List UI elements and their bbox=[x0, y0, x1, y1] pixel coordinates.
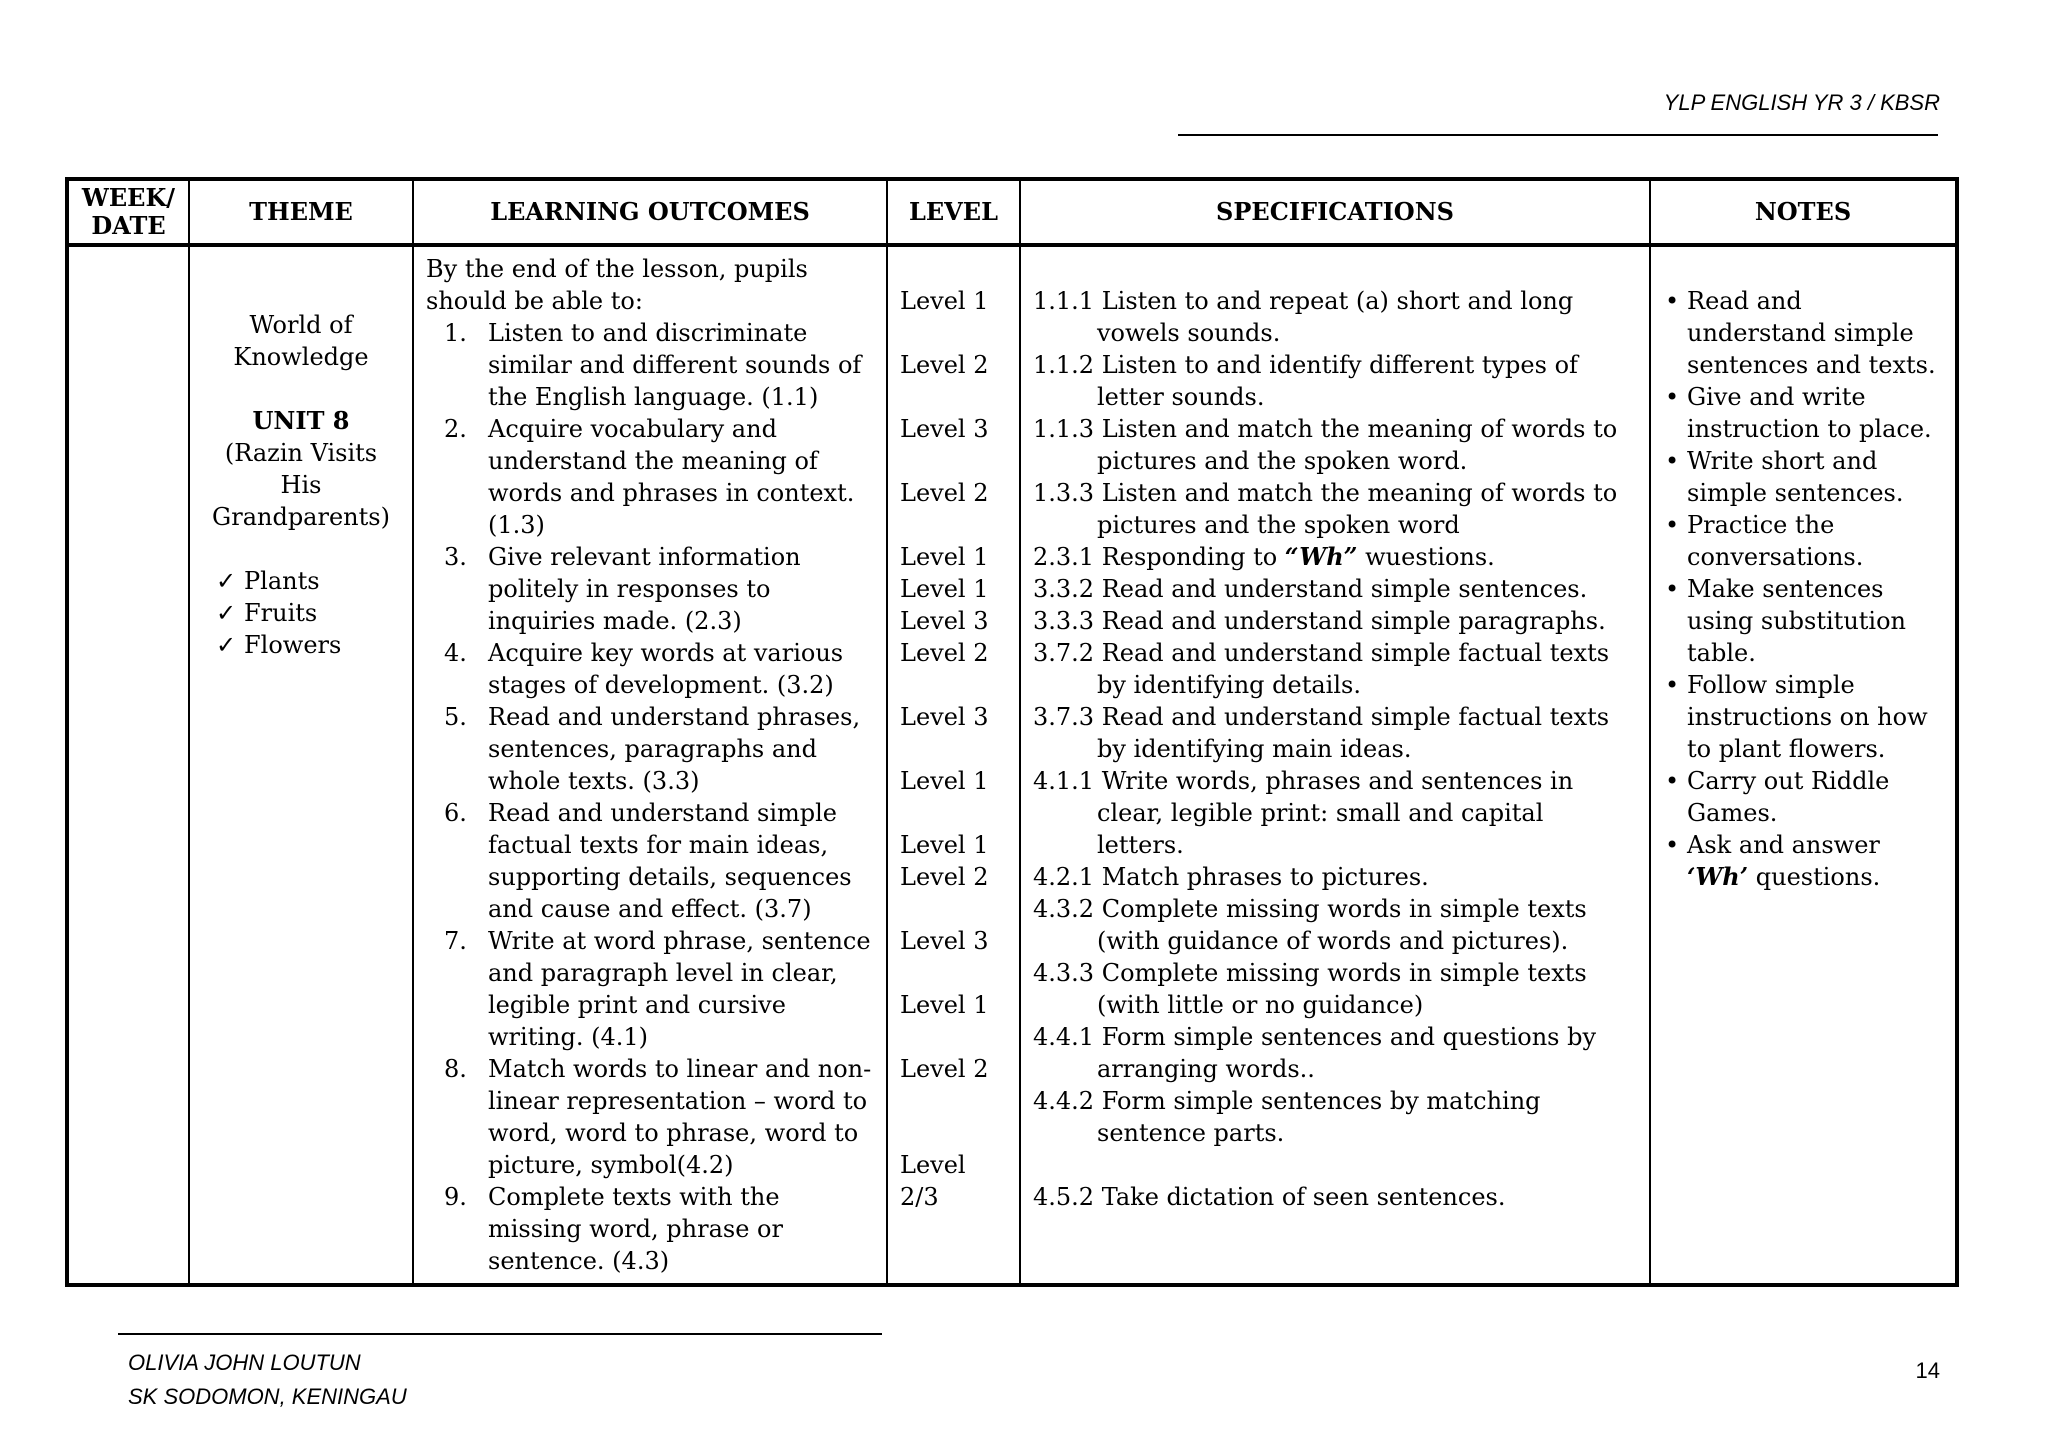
note-item: • Follow simple instructions on how to plant flowers. bbox=[1663, 669, 1943, 765]
level-label: Level 1 bbox=[900, 575, 989, 603]
spec-item: 4.3.2 Complete missing words in simple texts (with guidance of words and pictures). bbox=[1033, 895, 1587, 955]
level-label: Level 3 bbox=[900, 607, 989, 635]
author-name: OLIVIA JOHN LOUTUN bbox=[128, 1350, 361, 1375]
outcome-item: 9. Complete texts with the missing word, phrase or sentence. (4.3) bbox=[444, 1183, 783, 1275]
spec-item: 3.7.2 Read and understand simple factual texts by identifying details. bbox=[1033, 639, 1610, 699]
note-item: • Ask and answer ‘Wh’ questions. bbox=[1663, 829, 1943, 893]
spec-item: 4.3.3 Complete missing words in simple texts (with little or no guidance) bbox=[1033, 959, 1587, 1019]
level-label: Level 1 bbox=[900, 991, 989, 1019]
column-header-notes: NOTES bbox=[1650, 179, 1957, 245]
lesson-plan-table bbox=[65, 177, 1959, 1287]
column-header-level: LEVEL bbox=[887, 179, 1020, 245]
outcome-item: 7. Write at word phrase, sentence and paragraph level in clear, legible print and cursive writing. (4.1) bbox=[444, 927, 871, 1051]
unit-number: UNIT 8 bbox=[252, 406, 350, 435]
column-header-learning-outcomes: LEARNING OUTCOMES bbox=[413, 179, 887, 245]
spec-item: 2.3.1 Responding to “Wh” wuestions. bbox=[1033, 542, 1495, 571]
note-item: • Make sentences using substitution table. bbox=[1663, 573, 1943, 669]
theme-cell bbox=[189, 245, 413, 1285]
outcome-item: 4. Acquire key words at various stages of development. (3.2) bbox=[444, 639, 844, 699]
level-label: Level bbox=[900, 1151, 966, 1179]
outcomes-intro: By the end of the lesson, pupils should be able to: bbox=[426, 255, 808, 315]
note-item: • Carry out Riddle Games. bbox=[1663, 765, 1943, 829]
outcome-item: 5. Read and understand phrases, sentences, paragraphs and whole texts. (3.3) bbox=[444, 703, 861, 795]
level-label: Level 3 bbox=[900, 415, 989, 443]
spec-item: 3.3.2 Read and understand simple sentences. bbox=[1033, 575, 1588, 603]
spec-item: 1.1.1 Listen to and repeat (a) short and long vowels sounds. bbox=[1033, 287, 1574, 347]
footer-rule bbox=[118, 1333, 882, 1335]
outcomes-list bbox=[426, 317, 874, 1277]
level-label: Level 1 bbox=[900, 287, 989, 315]
specifications-cell bbox=[1020, 245, 1650, 1285]
note-item: • Read and understand simple sentences and texts. bbox=[1663, 285, 1943, 381]
theme-name: World of Knowledge bbox=[233, 311, 369, 371]
outcome-item: 2. Acquire vocabulary and understand the meaning of words and phrases in context. (1.3) bbox=[444, 415, 855, 539]
topic-item: ✓ Flowers bbox=[216, 629, 400, 661]
week-date-cell bbox=[67, 245, 189, 1285]
specs-list bbox=[1033, 285, 1637, 1213]
level-label: Level 1 bbox=[900, 543, 989, 571]
school-name: SK SODOMON, KENINGAU bbox=[128, 1384, 407, 1409]
level-label: Level 2 bbox=[900, 863, 989, 891]
spec-item: 3.7.3 Read and understand simple factual texts by identifying main ideas. bbox=[1033, 703, 1610, 763]
column-header-week-date: WEEK/ DATE bbox=[67, 179, 189, 245]
level-label: Level 2 bbox=[900, 351, 989, 379]
spec-item: 3.3.3 Read and understand simple paragraphs. bbox=[1033, 607, 1606, 635]
outcome-item: 3. Give relevant information politely in responses to inquiries made. (2.3) bbox=[444, 543, 801, 635]
learning-outcomes-cell bbox=[413, 245, 887, 1285]
spec-item: 1.1.2 Listen to and identify different types of letter sounds. bbox=[1033, 351, 1578, 411]
topic-item: ✓ Plants bbox=[216, 565, 400, 597]
table-row bbox=[67, 245, 1957, 1285]
level-label: Level 1 bbox=[900, 767, 989, 795]
topic-list bbox=[202, 565, 400, 661]
notes-list bbox=[1663, 285, 1943, 893]
spec-item: 4.2.1 Match phrases to pictures. bbox=[1033, 863, 1429, 891]
spec-item: 1.3.3 Listen and match the meaning of words to pictures and the spoken word bbox=[1033, 479, 1618, 539]
spec-item: 4.5.2 Take dictation of seen sentences. bbox=[1033, 1183, 1506, 1211]
table-header-row bbox=[67, 179, 1957, 245]
outcome-item: 6. Read and understand simple factual texts for main ideas, supporting details, sequences and cause and effect. (3.7) bbox=[444, 799, 852, 923]
level-label: Level 3 bbox=[900, 927, 989, 955]
spec-spacer bbox=[1033, 1149, 1637, 1181]
header-rule bbox=[1178, 134, 1938, 136]
page-number: 14 bbox=[1915, 1358, 1940, 1383]
spec-item: 4.4.1 Form simple sentences and questions by arranging words.. bbox=[1033, 1023, 1597, 1083]
level-label: Level 3 bbox=[900, 703, 989, 731]
level-label: 2/3 bbox=[900, 1183, 939, 1211]
topic-item: ✓ Fruits bbox=[216, 597, 400, 629]
column-header-specifications: SPECIFICATIONS bbox=[1020, 179, 1650, 245]
note-item: • Practice the conversations. bbox=[1663, 509, 1943, 573]
note-item: • Write short and simple sentences. bbox=[1663, 445, 1943, 509]
level-label: Level 1 bbox=[900, 831, 989, 859]
spec-item: 1.1.3 Listen and match the meaning of words to pictures and the spoken word. bbox=[1033, 415, 1618, 475]
outcome-item: 8. Match words to linear and non-linear representation – word to word, word to phrase, word to picture, symbol(4.2) bbox=[444, 1055, 872, 1179]
spec-item: 4.4.2 Form simple sentences by matching sentence parts. bbox=[1033, 1087, 1541, 1147]
column-header-theme: THEME bbox=[189, 179, 413, 245]
level-label: Level 2 bbox=[900, 479, 989, 507]
spec-item: 4.1.1 Write words, phrases and sentences in clear, legible print: small and capital letters. bbox=[1033, 767, 1574, 859]
level-label: Level 2 bbox=[900, 1055, 989, 1083]
notes-cell bbox=[1650, 245, 1957, 1285]
document-header: YLP ENGLISH YR 3 / KBSR bbox=[1663, 90, 1940, 115]
level-label: Level 2 bbox=[900, 639, 989, 667]
outcome-item: 1. Listen to and discriminate similar and different sounds of the English language. (1.1) bbox=[444, 319, 862, 411]
note-item: • Give and write instruction to place. bbox=[1663, 381, 1943, 445]
unit-title: (Razin Visits His Grandparents) bbox=[212, 439, 390, 531]
level-cell bbox=[887, 245, 1020, 1285]
